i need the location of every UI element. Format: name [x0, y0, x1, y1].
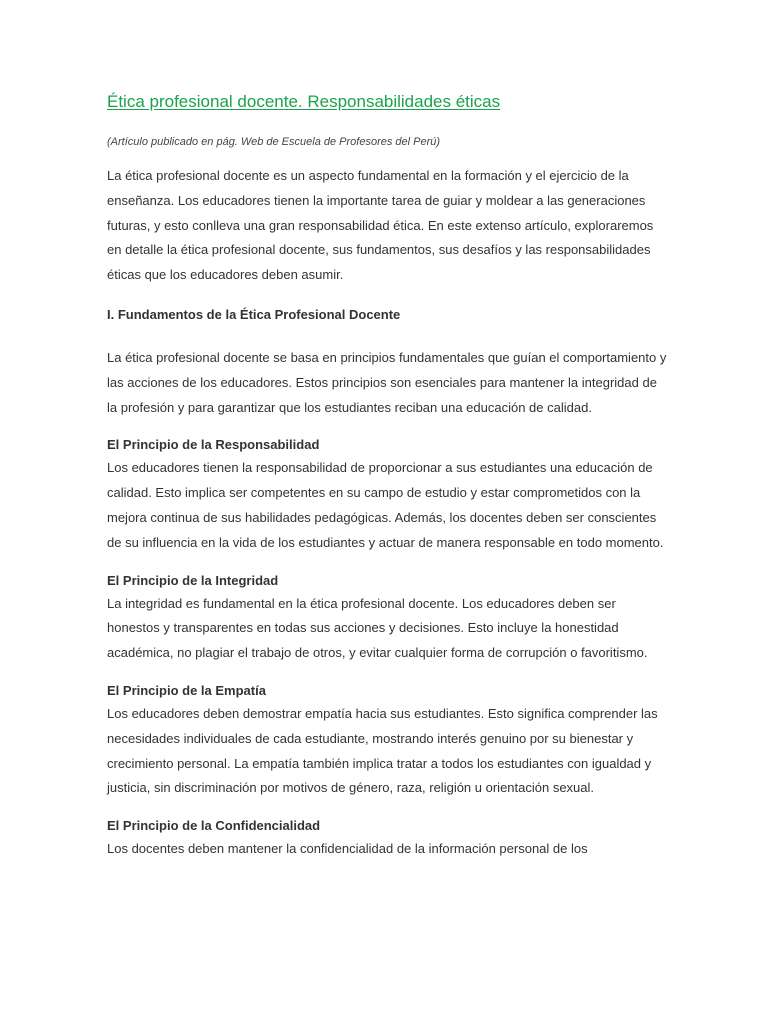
- principle-integrity: [107, 570, 667, 666]
- principle-text: Los docentes deben mantener la confidencialidad de la información personal de los: [107, 841, 588, 857]
- document-page: [107, 90, 667, 862]
- principle-heading: El Principio de la Integridad: [107, 572, 279, 588]
- principle-text: Los educadores deben demostrar empatía hacia sus estudiantes. Esto significa comprender las necesidades individuales de cada estudiante, mostrando interés genuino por su bienestar y crecimiento personal. La empatía también implica tratar a todos los estudiantes con igualdad y justicia, sin discriminación por motivos de género, raza, religión u orientación sexual.: [107, 705, 658, 796]
- section-intro-paragraph: La ética profesional docente se basa en principios fundamentales que guían el comportamiento y las acciones de los educadores. Estos principios son esenciales para mantener la integridad de la profesión y para garantizar que los estudiantes reciban una educación de calidad.: [107, 349, 667, 415]
- principle-heading: El Principio de la Responsabilidad: [107, 437, 320, 453]
- source-note: (Artículo publicado en pág. Web de Escuela de Profesores del Perú): [107, 136, 441, 148]
- document-title-link[interactable]: Ética profesional docente. Responsabilidades éticas: [107, 92, 501, 111]
- principle-text: La integridad es fundamental en la ética profesional docente. Los educadores deben ser honestos y transparentes en todas sus acciones y decisiones. Esto incluye la honestidad académica, no plagiar el trabajo de otros, y evitar cualquier forma de corrupción o favoritismo.: [107, 595, 648, 661]
- principle-heading: El Principio de la Empatía: [107, 682, 266, 698]
- principle-responsibility: [107, 434, 667, 555]
- principle-confidentiality: [107, 815, 667, 862]
- principle-empathy: [107, 680, 667, 801]
- principle-text: Los educadores tienen la responsabilidad de proporcionar a sus estudiantes una educación de calidad. Esto implica ser competentes en su campo de estudio y estar comprometidos con la mejora continua de sus habilidades pedagógicas. Además, los docentes deben ser conscientes de su influencia en la vida de los estudiantes y actuar de manera responsable en todo momento.: [107, 460, 664, 550]
- section-heading: I. Fundamentos de la Ética Profesional Docente: [107, 306, 401, 322]
- intro-paragraph: La ética profesional docente es un aspecto fundamental en la formación y el ejercicio de la enseñanza. Los educadores tienen la importante tarea de guiar y moldear a las generaciones futuras, y esto conlleva una gran responsabilidad ética. En este extenso artículo, exploraremos en detalle la ética profesional docente, sus fundamentos, sus desafíos y las responsabilidades éticas que los educadores deben asumir.: [107, 168, 654, 283]
- principle-heading: El Principio de la Confidencialidad: [107, 818, 321, 834]
